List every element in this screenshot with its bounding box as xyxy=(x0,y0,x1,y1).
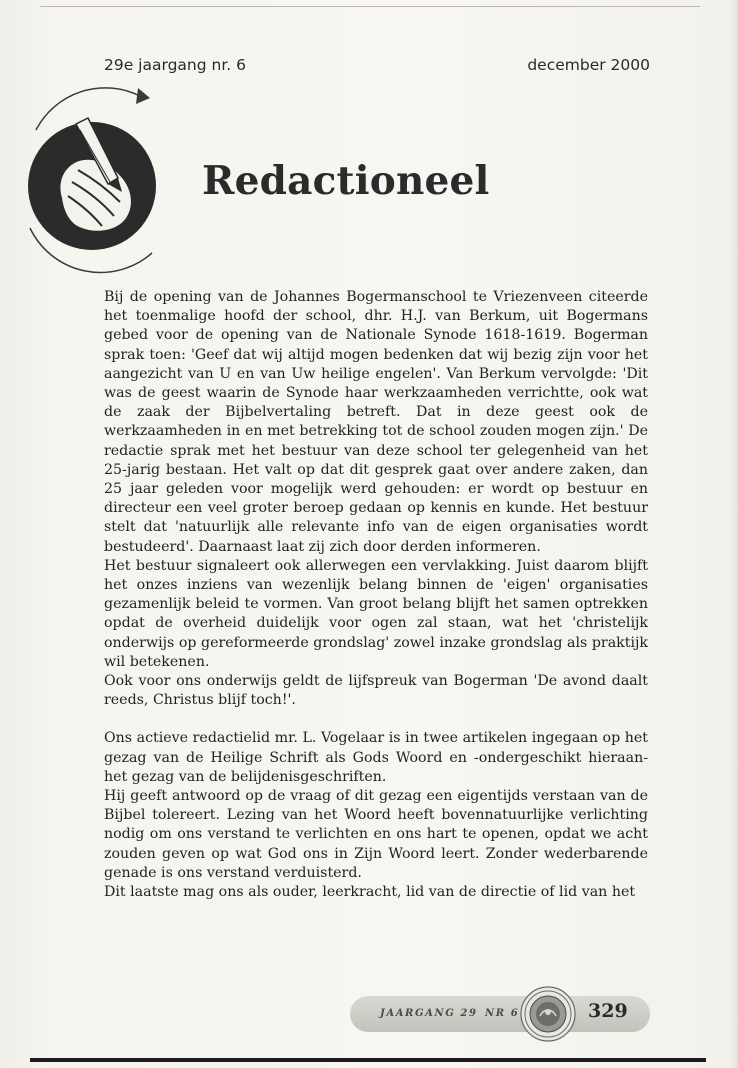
round-seal-emblem-icon xyxy=(520,986,576,1042)
footer-number: NR 6 xyxy=(485,1008,520,1019)
issue-date: december 2000 xyxy=(527,56,650,74)
top-rule xyxy=(40,6,700,7)
page-number: 329 xyxy=(588,1000,628,1022)
issue-label: 29e jaargang nr. 6 xyxy=(104,56,247,74)
article-body xyxy=(104,288,648,902)
article-paragraph: Dit laatste mag ons als ouder, leerkracht, lid van de directie of lid van het xyxy=(104,884,636,901)
article-title: Redactioneel xyxy=(202,158,490,204)
article-paragraph: Het bestuur signaleert ook allerwegen een vervlakking. Juist daarom blijft het onzes inziens van wezenlijk belang binnen de 'eigen' organisaties gezamenlijk beleid te vormen. Van groot belang blijft het samen optrekken opdat de overheid duidelijk voor ogen zal staan, wat het 'christelijk onderwijs op gereformeerde grondslag' zowel inzake grondslag als praktijk wil betekenen. xyxy=(104,557,648,670)
hand-writing-with-pen-icon xyxy=(22,78,172,288)
article-paragraph: Ons actieve redactielid mr. L. Vogelaar is in twee artikelen ingegaan op het gezag van de Heilige Schrift als Gods Woord en -ondergeschikt hieraan- het gezag van de belijdenisgeschriften. xyxy=(104,730,648,785)
article-paragraph: Ook voor ons onderwijs geldt de lijfspreuk van Bogerman 'De avond daalt reeds, Christus blijf toch!'. xyxy=(104,673,648,709)
article-paragraph: Bij de opening van de Johannes Bogermanschool te Vriezenveen citeerde het toenmalige hoofd der school, dhr. H.J. van Berkum, uit Bogermans gebed voor de opening van de Nationale Synode 1618-1619. Bogerman sprak toen: 'Geef dat wij altijd mogen bedenken dat wij bezig zijn voor het aangezicht van U en van Uw heilige engelen'. Van Berkum vervolgde: 'Dit was de geest waarin de Synode haar werkzaamheden verrichtte, ook wat de zaak der Bijbelvertaling betreft. Dat in deze geest ook de werkzaamheden in en met betrekking tot de school zouden mogen zijn.' De redactie sprak met het bestuur van deze school ter gelegenheid van het 25-jarig bestaan. Het valt op dat dit gesprek gaat over andere zaken, dan 25 jaar geleden voor mogelijk werd gehouden: er wordt op bestuur en directeur een veel groter beroep gedaan op kennis en kunde. Het bestuur stelt dat 'natuurlijk alle relevante info van de eigen organisaties wordt bestudeerd'. Daarnaast laat zij zich door derden informeren. xyxy=(104,289,648,555)
article-paragraph: Hij geeft antwoord op de vraag of dit gezag een eigentijds verstaan van de Bijbel tolereert. Lezing van het Woord heeft bovennatuurlijke verlichting nodig om ons verstand te verlichten en ons hart te openen, opdat we acht zouden geven op wat God ons in Zijn Woord leert. Zonder wederbarende genade is ons verstand verduisterd. xyxy=(104,788,648,881)
footer-volume: JAARGANG 29 xyxy=(380,1008,478,1019)
bottom-rule xyxy=(30,1058,706,1062)
page-edge-shadow xyxy=(728,0,738,1068)
